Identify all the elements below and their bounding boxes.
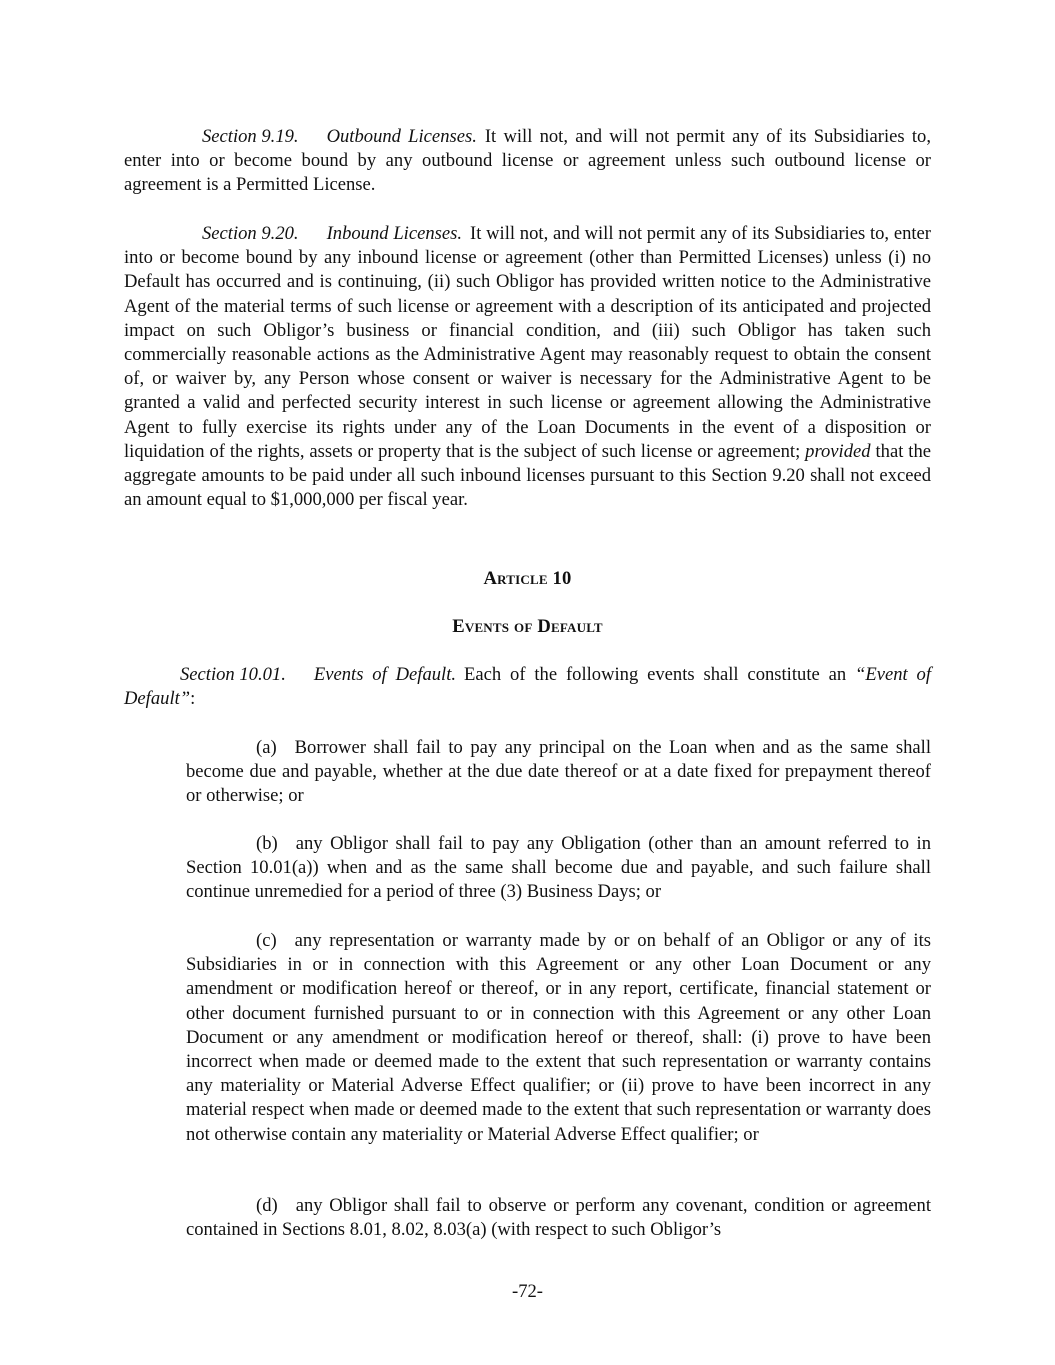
- section-body-continued: that the aggregate amounts to be paid under all such inbound licenses pursuant to this Section 9.20 shall not exceed an amount equal to $1,000,000 per fiscal year.: [124, 440, 931, 511]
- list-item-b: [186, 832, 931, 905]
- colon: :: [190, 688, 196, 710]
- article-title: Events of Default: [452, 616, 603, 637]
- section-9-20: [124, 222, 931, 512]
- defined-term: “Event of Default”: [124, 664, 931, 710]
- page-number: -72-: [512, 1281, 543, 1302]
- section-9-19: [124, 125, 931, 198]
- list-item-d: [186, 1194, 931, 1242]
- item-label: (c): [256, 930, 277, 951]
- item-label: (b): [256, 833, 278, 854]
- section-intro: Each of the following events shall constitute an: [464, 664, 847, 685]
- section-title: Outbound Licenses.: [326, 126, 477, 147]
- section-title: Events of Default.: [313, 664, 457, 685]
- section-number: Section 9.20.: [202, 223, 299, 244]
- section-body: It will not, and will not permit any of its Subsidiaries to, enter into or become bound by any outbound license or agreement unless such outbound license or agreement is a Permitted License.: [124, 126, 931, 196]
- article-label: Article 10: [483, 568, 572, 589]
- item-text: any Obligor shall fail to observe or perform any covenant, condition or agreement contained in Sections 8.01, 8.02, 8.03(a) (with respect to such Obligor’s: [186, 1195, 931, 1241]
- item-text: Borrower shall fail to pay any principal on the Loan when and as the same shall become due and payable, whether at the due date thereof or at a date fixed for prepayment thereof or otherwise; or: [186, 737, 931, 807]
- section-number: Section 9.19.: [202, 126, 299, 147]
- section-10-01: [124, 663, 931, 711]
- list-item-a: [186, 736, 931, 809]
- item-text: any Obligor shall fail to pay any Obligation (other than an amount referred to in Section 10.01(a)) when and as the same shall become due and payable, and such failure shall continue unremedied for a period of three (3) Business Days; or: [186, 833, 931, 903]
- item-label: (d): [256, 1195, 278, 1216]
- provided-term: provided: [805, 440, 871, 462]
- section-body: It will not, and will not permit any of its Subsidiaries to, enter into or become bound by any inbound license or agreement (other than Permitted Licenses) unless (i) no Default has occurred and is continuing, (ii) such Obligor has provided written notice to the Administrative Agent of the material terms of such license or agreement with a description of its anticipated and projected impact on such Obligor’s business or financial condition, and (iii) such Obligor has taken such commercially reasonable actions as the Administrative Agent may reasonably request to obtain the consent of, or waiver by, any Person whose consent or waiver is necessary for the Administrative Agent to be granted a valid and perfected security interest in such license or agreement allowing the Administrative Agent to fully exercise its rights under any of the Loan Documents in the event of a disposition or liquidation of the rights, assets or property that is the subject of such license or agreement;: [124, 223, 931, 462]
- item-label: (a): [256, 737, 277, 758]
- list-item-c: [186, 929, 931, 1147]
- section-title: Inbound Licenses.: [326, 223, 462, 244]
- item-text: any representation or warranty made by or on behalf of an Obligor or any of its Subsidiaries in or in connection with this Agreement or any other Loan Document or any amendment or modification hereof or thereof, or in any report, certificate, financial statement or other document furnished pursuant to or in connection with this Agreement or any other Loan Document or any amendment or modification hereof or thereof, shall: (i) prove to have been incorrect when made or deemed made to the extent that such representation or warranty contains any materiality or Material Adverse Effect qualifier; or (ii) prove to have been incorrect in any material respect when made or deemed made to the extent that such representation or warranty does not otherwise contain any materiality or Material Adverse Effect qualifier; or: [186, 930, 931, 1145]
- section-number: Section 10.01.: [180, 664, 286, 685]
